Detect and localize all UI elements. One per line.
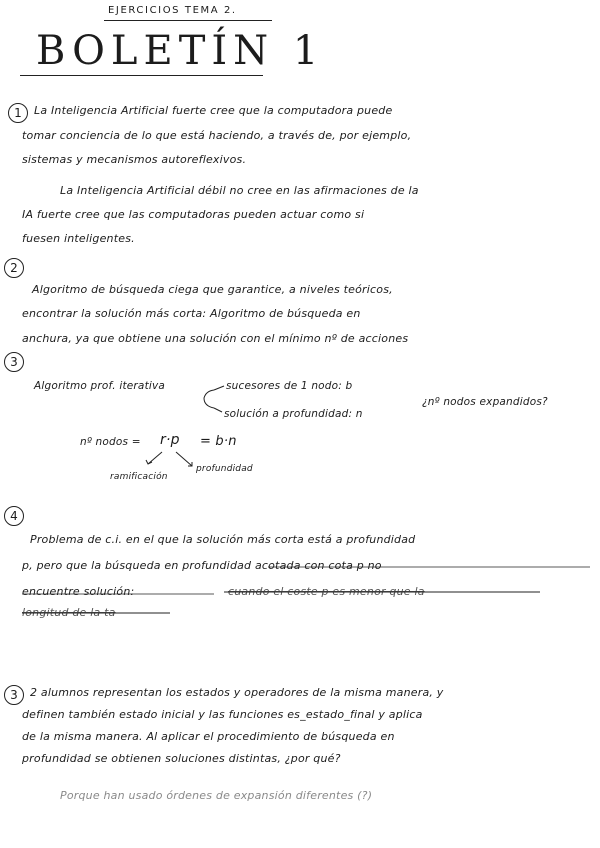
q3-arrow-right [176, 452, 192, 466]
q3-formula-right: = b·n [200, 434, 237, 449]
q1-line-4: La Inteligencia Artificial débil no cree en las afirmaciones de la [60, 184, 419, 197]
q2-line-2: encontrar la solución más corta: Algoritmo de búsqueda en [22, 307, 361, 320]
q4-line-1: Problema de c.i. en el que la solución más corta está a profundidad [30, 533, 416, 546]
q4-line-2: p, pero que la búsqueda en profundidad acotada con cota p no [22, 559, 382, 572]
q2-line-3: anchura, ya que obtiene una solución con el mínimo nº de acciones [22, 332, 409, 345]
q1-line-5: IA fuerte cree que las computadoras pueden actuar como si [22, 208, 365, 221]
q3-branch-bottom: solución a profundidad: n [224, 408, 363, 420]
question-1-number: 1 [8, 103, 28, 123]
q1-line-1: La Inteligencia Artificial fuerte cree que la computadora puede [34, 104, 393, 117]
question-5-number: 3 [4, 685, 24, 705]
q4-struck-text-2: longitud de la ta [22, 606, 116, 619]
page-title: BOLETÍN 1 [36, 28, 325, 74]
q1-line-3: sistemas y mecanismos autoreflexivos. [22, 153, 247, 166]
q3-formula-left: nº nodos = [80, 436, 141, 448]
q1-line-6: fuesen inteligentes. [22, 232, 135, 245]
q2-line-1: Algoritmo de búsqueda ciega que garantice, a niveles teóricos, [32, 283, 393, 296]
q5-line-3: de la misma manera. Al aplicar el procedimiento de búsqueda en [22, 730, 395, 743]
q5-line-1: 2 alumnos representan los estados y operadores de la misma manera, y [30, 686, 444, 699]
question-3-number: 3 [4, 352, 24, 372]
q3-arrow-left [148, 452, 162, 464]
q3-formula-mid: r·p [160, 432, 180, 448]
q3-label-ramificacion: ramificación [110, 472, 168, 482]
q3-label-profundidad: profundidad [196, 464, 253, 474]
q5-line-2: definen también estado inicial y las funciones es_estado_final y aplica [22, 708, 423, 721]
q3-algorithm-label: Algoritmo prof. iterativa [34, 380, 166, 392]
page-header: EJERCICIOS TEMA 2. [108, 5, 237, 16]
q5-line-4: profundidad se obtienen soluciones distintas, ¿por qué? [22, 752, 341, 765]
q5-faint-answer: Porque han usado órdenes de expansión diferentes (?) [60, 789, 373, 802]
q3-branch-brace [204, 390, 214, 408]
question-4-number: 4 [4, 506, 24, 526]
q4-line-3: encuentre solución: [22, 585, 135, 598]
q4-struck-text-1: cuando el coste p es menor que la [228, 585, 425, 598]
question-2-number: 2 [4, 258, 24, 278]
q3-branch-top: sucesores de 1 nodo: b [226, 380, 353, 392]
q3-question: ¿nº nodos expandidos? [422, 396, 548, 408]
q1-line-2: tomar conciencia de lo que está haciendo, a través de, por ejemplo, [22, 129, 412, 142]
